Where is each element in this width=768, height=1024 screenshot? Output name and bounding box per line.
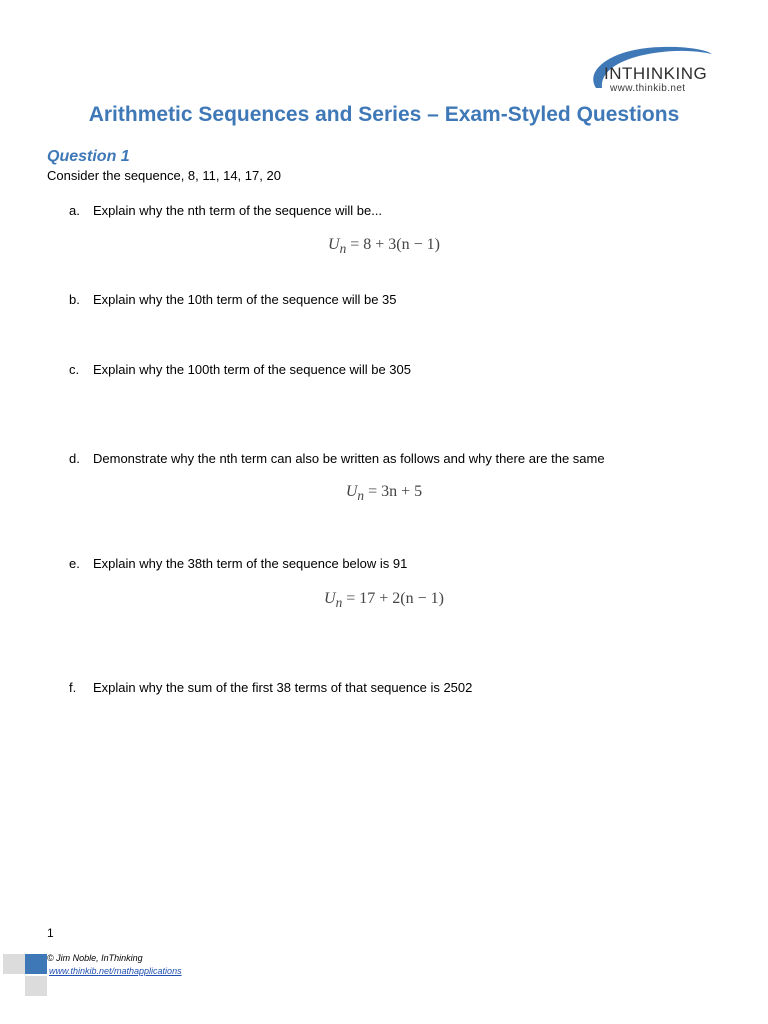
item-text: Demonstrate why the nth term can also be written as follows and why there are the same — [93, 451, 605, 466]
formula-a: $U_n = 8 + 3(n - 1)$ — [328, 236, 440, 257]
footer-copyright: © Jim Noble, InThinking — [47, 953, 143, 963]
list-item-b — [69, 292, 397, 307]
list-item-a — [69, 203, 382, 218]
logo-url: www.thinkib.net — [610, 83, 686, 94]
formula-e: $U_n = 17 + 2(n - 1)$ — [324, 590, 444, 611]
item-letter: f. — [69, 680, 77, 695]
document-title: Arithmetic Sequences and Series – Exam-Styled Questions — [88, 103, 680, 126]
question-heading: Question 1 — [47, 148, 130, 165]
item-text: Explain why the nth term of the sequence will be... — [93, 203, 383, 218]
question-intro: Consider the sequence, 8, 11, 14, 17, 20 — [47, 168, 281, 183]
footer-square-grey — [3, 954, 25, 974]
footer-squares-decoration — [0, 950, 50, 1000]
footer-square-blue — [25, 954, 47, 974]
logo-wordmark: INTHINKING — [604, 64, 708, 83]
item-letter: d. — [69, 451, 80, 466]
footer-link[interactable]: www.thinkib.net/mathapplications — [49, 966, 182, 976]
formula-d: $U_n = 3n + 5$ — [345, 483, 423, 504]
item-letter: b. — [69, 292, 80, 307]
list-item-d — [69, 451, 605, 466]
page-number: 1 — [47, 926, 54, 940]
item-letter: a. — [69, 203, 80, 218]
item-text: Explain why the 10th term of the sequence will be 35 — [93, 292, 397, 307]
list-item-f — [69, 680, 472, 695]
footer-square-grey — [25, 976, 47, 996]
list-item-c — [69, 362, 411, 377]
item-text: Explain why the sum of the first 38 terms of that sequence is 2502 — [93, 680, 473, 695]
item-letter: e. — [69, 556, 80, 571]
item-text: Explain why the 100th term of the sequence will be 305 — [93, 362, 411, 377]
item-letter: c. — [69, 362, 80, 377]
item-text: Explain why the 38th term of the sequence below is 91 — [93, 556, 408, 571]
list-item-e — [69, 556, 407, 571]
inthinking-logo — [582, 44, 714, 96]
